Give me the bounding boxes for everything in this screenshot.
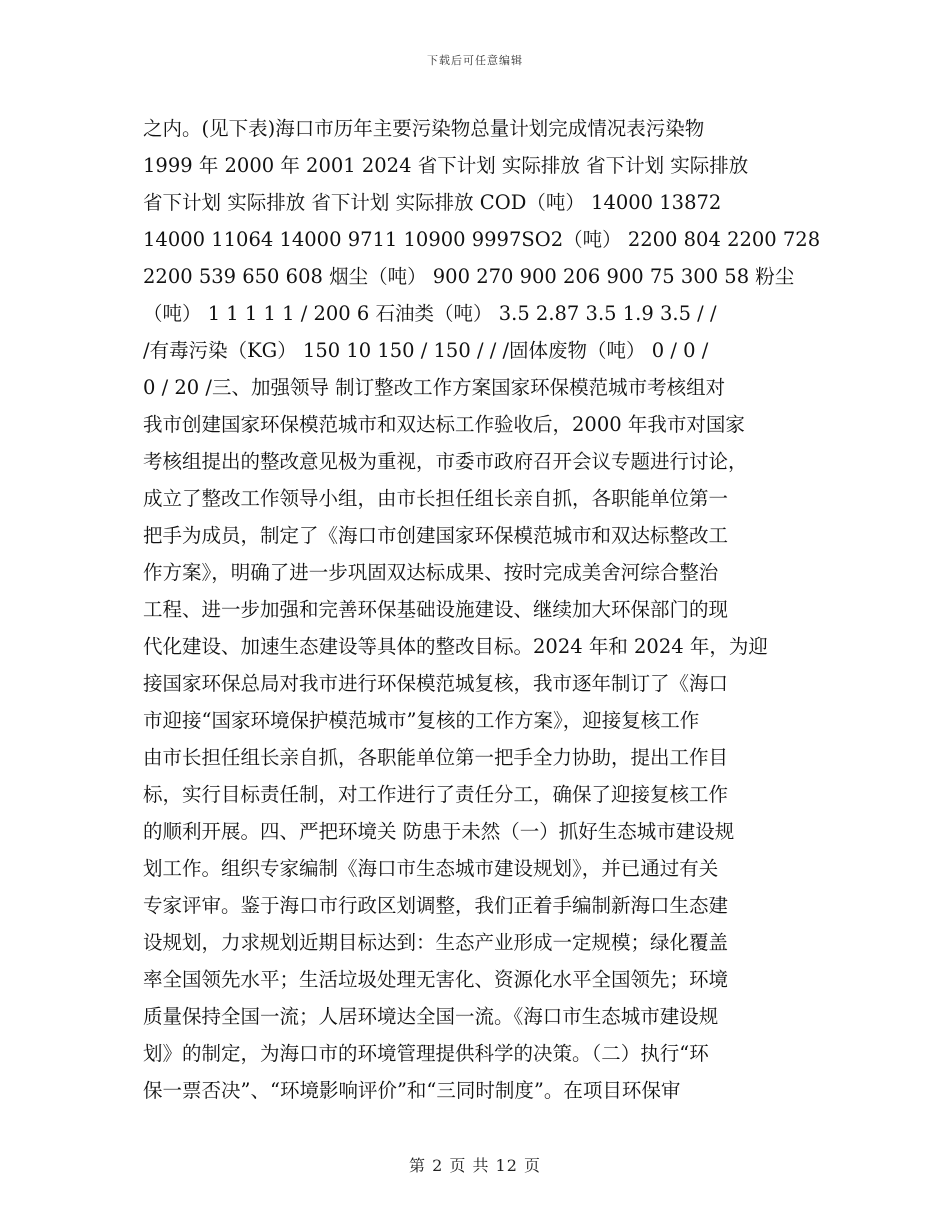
text-line: 市迎接“国家环境保护模范城市”复核的工作方案》，迎接复核工作 [143,709,700,732]
text-line: 之内。(见下表)海口市历年主要污染物总量计划完成情况表污染物 [143,117,705,140]
text-line: /有毒污染（KG） 150 10 150 / 150 / / /固体废物（吨） 0 / 0 / [143,339,709,362]
text-line: 2200 539 650 608 烟尘（吨） 900 270 900 206 900 75 300 58 粉尘 [143,265,795,288]
text-line: 划工作。组织专家编制《海口市生态城市建设规划》，并已通过有关 [143,857,719,880]
text-line: 标，实行目标责任制，对工作进行了责任分工，确保了迎接复核工作 [143,783,729,806]
document-body [143,110,823,1109]
text-line: 把手为成员，制定了《海口市创建国家环保模范城市和双达标整改工 [143,524,729,547]
page-number: 第 2 页 共 12 页 [409,1156,541,1175]
text-line: 1999 年 2000 年 2001 2024 省下计划 实际排放 省下计划 实际排放 [143,154,749,177]
text-line: 成立了整改工作领导小组，由市长担任组长亲自抓，各职能单位第一 [143,487,729,510]
text-line: 0 / 20 /三、加强领导 制订整改工作方案国家环保模范城市考核组对 [143,376,726,399]
text-line: （吨） 1 1 1 1 1 / 200 6 石油类（吨） 3.5 2.87 3.5 1.9 3.5 / / [143,302,717,325]
text-line: 接国家环保总局对我市进行环保模范城复核，我市逐年制订了《海口 [143,672,729,695]
text-line: 质量保持全国一流；人居环境达全国一流。《海口市生态城市建设规 [143,1005,719,1028]
text-line: 设规划，力求规划近期目标达到：生态产业形成一定规模；绿化覆盖 [143,931,729,954]
text-line: 专家评审。鉴于海口市行政区划调整，我们正着手编制新海口生态建 [143,894,729,917]
text-line: 率全国领先水平；生活垃圾处理无害化、资源化水平全国领先；环境 [143,968,729,991]
text-line: 14000 11064 14000 9711 10900 9997SO2（吨） 2200 804 2200 728 [143,228,821,251]
text-line: 我市创建国家环保模范城市和双达标工作验收后，2000 年我市对国家 [143,413,745,436]
text-line: 保一票否决”、“环境影响评价”和“三同时制度”。在项目环保审 [143,1079,681,1102]
page-header: 下载后可任意编辑 [427,54,523,67]
text-line: 划》的制定，为海口市的环境管理提供科学的决策。（二）执行“环 [143,1042,709,1065]
text-line: 的顺利开展。四、严把环境关 防患于未然（一）抓好生态城市建设规 [143,820,735,843]
text-line: 省下计划 实际排放 省下计划 实际排放 COD（吨） 14000 13872 [143,191,722,214]
text-line: 由市长担任组长亲自抓，各职能单位第一把手全力协助，提出工作目 [143,746,729,769]
text-line: 作方案》，明确了进一步巩固双达标成果、按时完成美舍河综合整治 [143,561,719,584]
text-line: 代化建设、加速生态建设等具体的整改目标。2024 年和 2024 年，为迎 [143,635,768,658]
text-line: 考核组提出的整改意见极为重视，市委市政府召开会议专题进行讨论， [143,450,748,473]
text-line: 工程、进一步加强和完善环保基础设施建设、继续加大环保部门的现 [143,598,729,621]
